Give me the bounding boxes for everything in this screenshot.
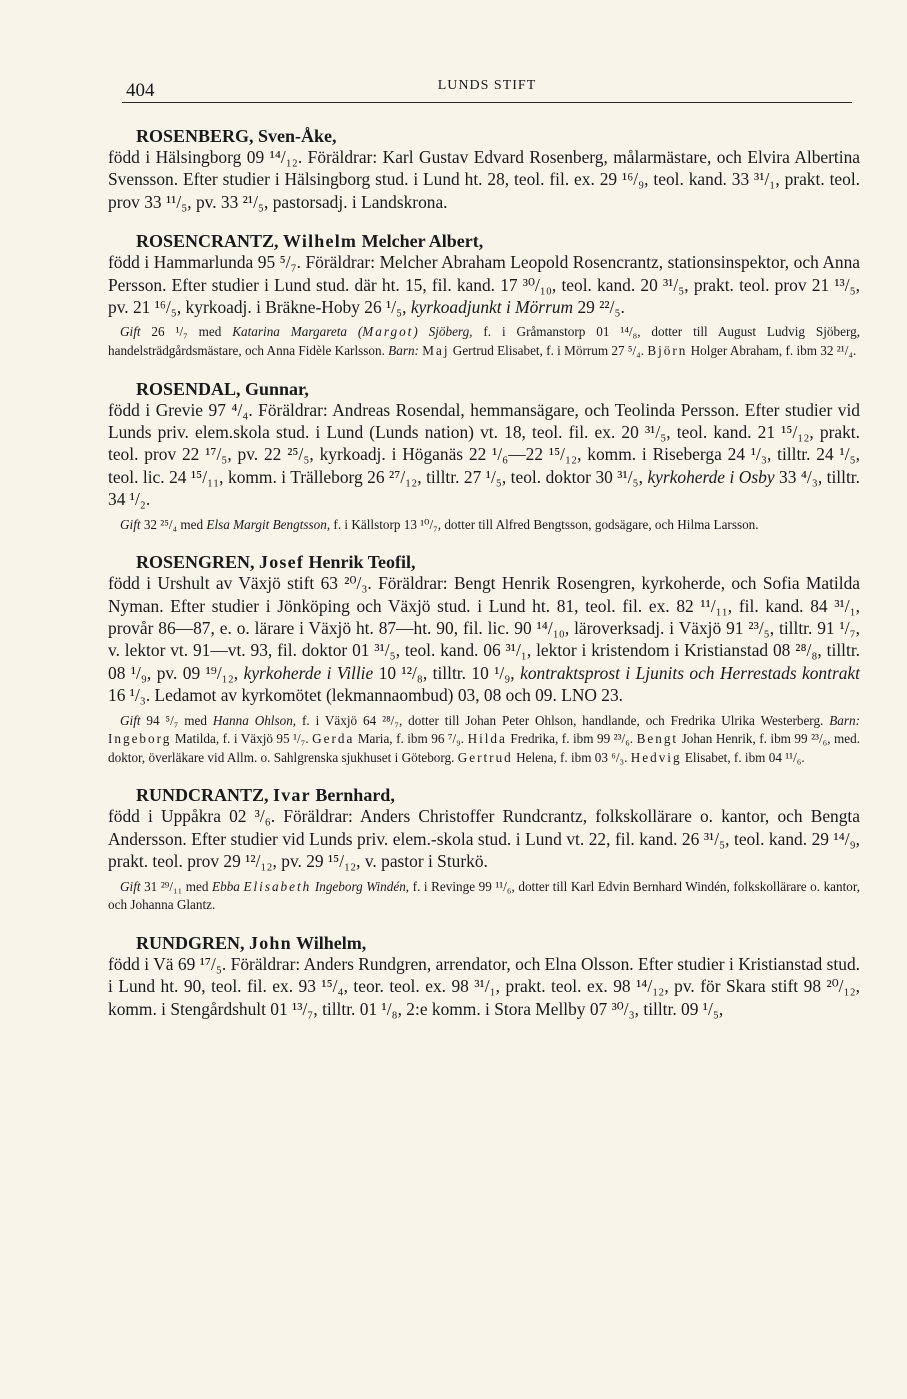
entry-name: RUNDGREN, John Wilhelm, xyxy=(136,932,367,953)
entry-name: ROSENBERG, Sven-Åke, xyxy=(136,126,337,146)
entry-body: född i Hammarlunda 95 ⁵/₇. Föräldrar: Melcher Abraham Leopold Rosencrantz, stationsinspektor, och Anna Persson. Efter studier i Lund stud. där ht. 15, fil. kand. 17 ³⁰/₁₀, teol. kand. 20 ³¹/₅, prakt. teol. prov 21 ¹³/₅, pv. 21 ¹⁶/₅, kyrkoadj. i Bräkne-Hoby 26 ¹/₅, kyrkoadjunkt i Mörrum 29 ²²/₅. xyxy=(108,252,860,318)
entry-body: född i Grevie 97 ⁴/₄. Föräldrar: Andreas Rosendal, hemmansägare, och Teolinda Persson. Efter studier vid Lunds priv. elem.skola stud. i Lund (Lunds nation) vt. 18, teol. fil. ex. 20 ³¹/₅, teol. kand. 21 ¹⁵/₁₂, prakt. teol. prov 22 ¹⁷/₅, pv. 22 ²⁵/₅, kyrkoadj. i Höganäs 22 ¹/₆—22 ¹⁵/₁₂, komm. i Riseberga 24 ¹/₃, tilltr. 24 ¹/₅, teol. lic. 24 ¹⁵/₁₁, komm. i Trälleborg 26 ²⁷/₁₂, tilltr. 27 ¹/₅, teol. doktor 30 ³¹/₅, kyrkoherde i Osby 33 ⁴/₃, tilltr. 34 ¹/₂. xyxy=(108,399,860,510)
entry-rosengren xyxy=(108,552,860,767)
entry-name: RUNDCRANTZ, Ivar Bernhard, xyxy=(136,785,395,806)
entry-body: född i Uppåkra 02 ³/₆. Föräldrar: Anders Christoffer Rundcrantz, folkskollärare o. kantor, och Bengta Andersson. Efter studier vid Lunds priv. elem.-skola stud. i Lund vt. 22, fil. kand. 26 ³¹/₅, teol. kand. 29 ¹⁴/₉, prakt. teol. prov 29 ¹²/₁₂, pv. 29 ¹⁵/₁₂, v. pastor i Sturkö. xyxy=(108,806,860,872)
entry-body: född i Vä 69 ¹⁷/₅. Föräldrar: Anders Rundgren, arrendator, och Elna Olsson. Efter studier i Kristianstad stud. i Lund ht. 90, teol. fil. ex. 93 ¹⁵/₄, teor. teol. ex. 98 ³¹/₁, prakt. teol. ex. 98 ¹⁴/₁₂, pv. för Skara stift 98 ²⁰/₁₂, komm. i Stengårdshult 01 ¹³/₇, tilltr. 01 ¹/₈, 2:e komm. i Stora Mellby 07 ³⁰/₃, tilltr. 09 ¹/₅, xyxy=(108,953,860,1019)
entry-name: ROSENCRANTZ, Wilhelm Melcher Albert, xyxy=(136,231,484,252)
entry-rosendal xyxy=(108,379,860,535)
entry-family: Gift 31 ²⁹/₁₁ med Ebba Elisabeth Ingeborg Windén, f. i Revinge 99 ¹¹/₆, dotter till Karl Edvin Bernhard Windén, folkskollärare o. kantor, och Johanna Glantz. xyxy=(108,878,861,913)
page-number: 404 xyxy=(126,80,155,101)
page-header xyxy=(122,76,852,103)
entry-family: Gift 32 ²⁵/₄ med Elsa Margit Bengtsson, f. i Källstorp 13 ¹⁰/₇, dotter till Alfred Bengtsson, godsägare, och Hilma Larsson. xyxy=(120,516,759,532)
entry-rosenberg xyxy=(108,126,860,213)
entry-name: ROSENGREN, Josef Henrik Teofil, xyxy=(136,552,416,573)
entry-rundcrantz xyxy=(108,785,860,914)
entry-rundgren xyxy=(108,933,860,1020)
page-content xyxy=(108,126,860,1038)
entry-rosencrantz xyxy=(108,231,860,360)
entry-body: född i Hälsingborg 09 ¹⁴/₁₂. Föräldrar: Karl Gustav Edvard Rosenberg, målarmästare, och Elvira Albertina Svensson. Efter studier i Hälsingborg stud. i Lund ht. 28, teol. fil. ex. 29 ¹⁶/₉, teol. kand. 33 ³¹/₁, prakt. teol. prov 33 ¹¹/₅, pv. 33 ²¹/₅, pastorsadj. i Landskrona. xyxy=(108,147,860,212)
running-title: LUNDS STIFT xyxy=(437,78,537,93)
entry-body: född i Urshult av Växjö stift 63 ²⁰/₃. Föräldrar: Bengt Henrik Rosengren, kyrkoherde, och Sofia Matilda Nyman. Efter studier i Jönköping och Växjö stud. i Lund ht. 81, teol. fil. ex. 82 ¹¹/₁₁, fil. kand. 84 ³¹/₁, provår 86—87, e. o. lärare i Växjö ht. 87—ht. 90, fil. lic. 90 ¹⁴/₁₀, läroverksadj. i Växjö 91 ²³/₅, tilltr. 91 ¹/₇, v. lektor vt. 91—vt. 93, fil. doktor 01 ³¹/₅, teol. kand. 06 ³¹/₁, lektor i kristendom i Kristianstad 08 ²⁸/₈, tilltr. 08 ¹/₉, pv. 09 ¹⁹/₁₂, kyrkoherde i Villie 10 ¹²/₈, tilltr. 10 ¹/₉, kontraktsprost i Ljunits och Herrestads kontrakt 16 ¹/₃. Ledamot av kyrkomötet (lekmannaombud) 03, 08 och 09. LNO 23. xyxy=(108,573,860,706)
entry-family: Gift 26 ¹/₇ med Katarina Margareta (Margot) Sjöberg, f. i Gråmanstorp 01 ¹⁴/₈, dotter till August Ludvig Sjöberg, handelsträdgårdsmästare, och Anna Fidèle Karlsson. Barn: Maj Gertrud Elisabet, f. i Mörrum 27 ⁵/₄. Björn Holger Abraham, f. ibm 32 ²¹/₄. xyxy=(108,324,860,359)
entry-family: Gift 94 ⁵/₇ med Hanna Ohlson, f. i Växjö 64 ²⁸/₇, dotter till Johan Peter Ohlson, handlande, och Fredrika Ulrika Westerberg. Barn: Ingeborg Matilda, f. i Växjö 95 ¹/₇. Gerda Maria, f. ibm 96 ⁷/₉. Hilda Fredrika, f. ibm 99 ²³/₆. Bengt Johan Henrik, f. ibm 99 ²³/₆, med. doktor, överläkare vid Allm. o. Sahlgrenska sjukhuset i Göteborg. Gertrud Helena, f. ibm 03 ⁶/₃. Hedvig Elisabet, f. ibm 04 ¹¹/₆. xyxy=(108,712,861,765)
entry-name: ROSENDAL, Gunnar, xyxy=(136,378,309,399)
